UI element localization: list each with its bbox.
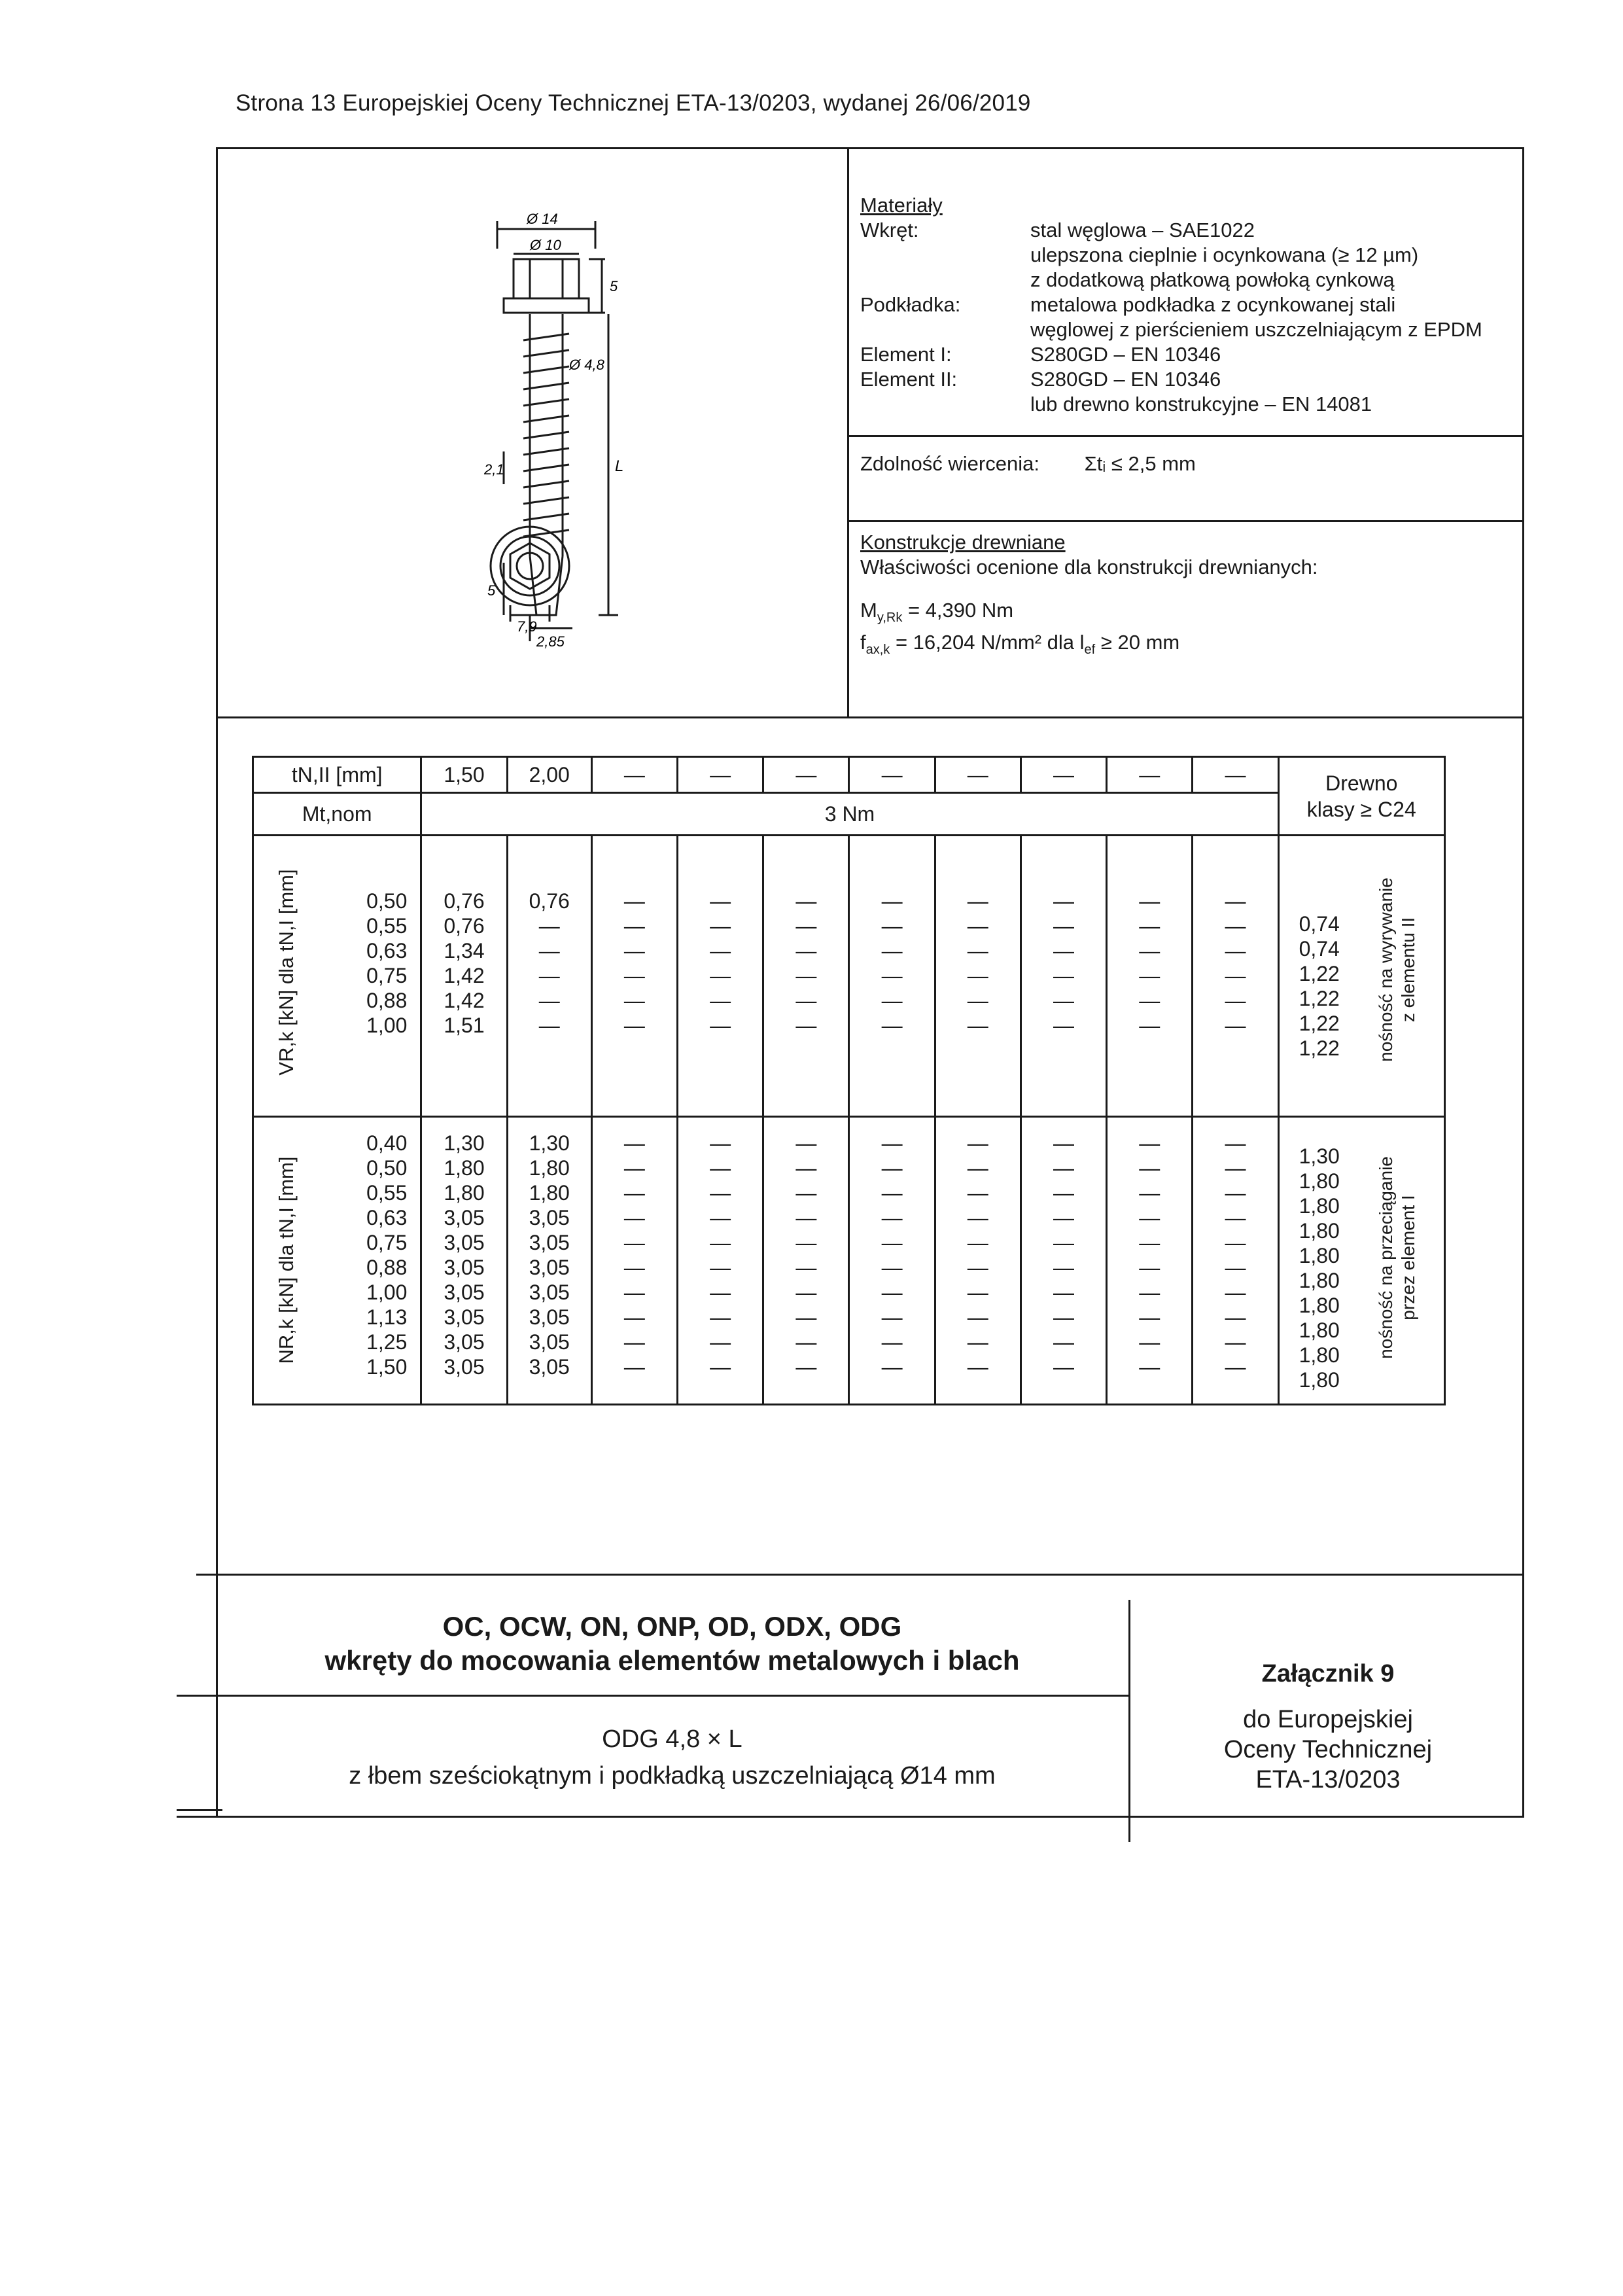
v-dash-col: — — — — — — [849,836,935,1117]
washer-seal: węglowej z pierścieniem uszczelniającym z EPDM [1030,318,1482,341]
timber-heading: Konstrukcje drewniane [860,531,1066,554]
v-dash-col: — — — — — — [1107,836,1193,1117]
footer-product: ODG 4,8 × L z łbem sześciokątnym i podkładką uszczelniającą Ø14 mm [349,1725,996,1790]
element1-value: S280GD – EN 10346 [1030,343,1221,366]
n-axis-label: NR,k [kN] dla tN,I [mm] [275,1156,298,1364]
tN2-val: — [935,757,1021,793]
v-dash-col: — — — — — — [591,836,677,1117]
drill-divider [847,520,1524,522]
dim-5-head: 5 [610,278,618,294]
v-col1: 0,76 0,76 1,34 1,42 1,42 1,51 [421,836,507,1117]
dim-79: 7,9 [517,618,537,635]
screw-label: Wkręt: [860,219,919,241]
wood-header: Drewno klasy ≥ C24 [1278,757,1444,836]
top-section-bottom [216,716,1524,718]
v-wood-list: 0,74 0,74 1,22 1,22 1,22 1,22 [1299,912,1340,1060]
n-dash-col: — — — — — — — — — — [678,1117,763,1405]
tN2-val: — [1107,757,1193,793]
footer-bottom [177,1816,1524,1818]
tN2-val: — [849,757,935,793]
n-dash-col: — — — — — — — — — — [935,1117,1021,1405]
frame-top [216,147,1524,149]
top-divider [847,147,849,716]
element2-value-alt: lub drewno konstrukcyjne – EN 14081 [1030,393,1372,415]
v-dash-col: — — — — — — [678,836,763,1117]
footer-top [196,1574,1524,1576]
v-tN1-cell [253,836,421,1117]
timber-block [860,530,1514,662]
tN2-val: — [763,757,849,793]
tN2-val: — [1193,757,1278,793]
frame-right [1522,147,1524,1816]
annex-title: Załącznik 9 [1261,1660,1395,1687]
tN2-val: — [1021,757,1106,793]
v-col2: 0,76 — — — — — [507,836,591,1117]
annex-block: Załącznik 9 do Europejskiej Oceny Technicznej ETA-13/0203 [1132,1659,1524,1795]
n-tN1-list: 0,40 0,50 0,55 0,63 0,75 0,88 1,00 1,13 1,25 1,50 [366,1131,408,1379]
n-wood-cell [1278,1117,1444,1405]
mt-header: Mt,nom [253,793,421,836]
dim-d10: Ø 10 [530,237,561,253]
screw-treatment: ulepszona cieplnie i ocynkowana (≥ 12 µm) [1030,243,1419,266]
tN2-val: — [678,757,763,793]
dim-L: L [615,457,624,475]
tN2-val: 2,00 [507,757,591,793]
element2-value: S280GD – EN 10346 [1030,368,1221,391]
n-wood-note: nośność na przeciąganie przez element I [1375,1156,1418,1359]
dim-d14: Ø 14 [527,211,558,227]
v-wood-cell [1278,836,1444,1117]
mat-divider [847,435,1524,437]
materials-block [860,193,1521,417]
tN2-header: tN,II [mm] [253,757,421,793]
mt-value: 3 Nm [421,793,1278,836]
element1-label: Element I: [860,343,952,366]
screw-head-top-view [478,517,595,635]
n-col1: 1,30 1,80 1,80 3,05 3,05 3,05 3,05 3,05 3,05 3,05 [421,1117,507,1405]
dim-285: 2,85 [536,633,565,650]
timber-my: $M_{y,Rk} = 4,390$ Nm [860,599,1014,626]
footer-inner-divider [177,1695,1128,1697]
washer-material: metalowa podkładka z ocynkowanej stali [1030,293,1396,316]
timber-fax: $f_{ax,k} = 16,204$ N/mm² dla $l_{ef} \ge 20$ mm [860,631,1180,658]
drilling-value: Σtᵢ ≤ 2,5 mm [1084,452,1196,475]
n-dash-col: — — — — — — — — — — [849,1117,935,1405]
page-header: Strona 13 Europejskiej Oceny Technicznej ETA-13/0203, wydanej 26/06/2019 [236,90,1031,116]
v-axis-label: VR,k [kN] dla tN,I [mm] [275,869,298,1076]
drilling-capacity [860,451,1196,476]
dim-d48: Ø 4,8 [569,357,604,373]
n-tN1-cell [253,1117,421,1405]
footer-mid-vertical [1128,1600,1130,1842]
footer-left-ext [177,1809,222,1811]
tN2-val: — [591,757,677,793]
n-dash-col: — — — — — — — — — — [763,1117,849,1405]
drilling-label: Zdolność wiercenia: [860,452,1039,475]
n-dash-col: — — — — — — — — — — [1193,1117,1278,1405]
capacity-table [252,756,1446,1405]
v-dash-col: — — — — — — [1193,836,1278,1117]
n-dash-col: — — — — — — — — — — [1021,1117,1106,1405]
screw-material: stal węglowa – SAE1022 [1030,219,1255,241]
timber-line: Właściwości ocenione dla konstrukcji drewnianych: [860,556,1318,578]
materials-heading: Materiały [860,194,943,217]
dim-21: 2,1 [484,461,504,478]
dim-5-tip: 5 [487,582,496,599]
screw-coating: z dodatkową płatkową powłoką cynkową [1030,268,1395,291]
v-dash-col: — — — — — — [763,836,849,1117]
n-col2: 1,30 1,80 1,80 3,05 3,05 3,05 3,05 3,05 3,05 3,05 [507,1117,591,1405]
n-dash-col: — — — — — — — — — — [591,1117,677,1405]
v-tN1-list: 0,50 0,55 0,63 0,75 0,88 1,00 [366,889,408,1037]
v-wood-note: nośność na wyrywanie z elementu II [1375,877,1418,1062]
element2-label: Element II: [860,368,958,391]
n-dash-col: — — — — — — — — — — [1107,1117,1193,1405]
tN2-val: 1,50 [421,757,507,793]
frame-left [216,147,218,1816]
v-dash-col: — — — — — — [1021,836,1106,1117]
v-dash-col: — — — — — — [935,836,1021,1117]
washer-label: Podkładka: [860,293,961,316]
n-wood-list: 1,30 1,80 1,80 1,80 1,80 1,80 1,80 1,80 1,80 1,80 [1299,1144,1340,1392]
footer-title: OC, OCW, ON, ONP, OD, ODX, ODG wkręty do mocowania elementów metalowych i blach [324,1611,1020,1676]
